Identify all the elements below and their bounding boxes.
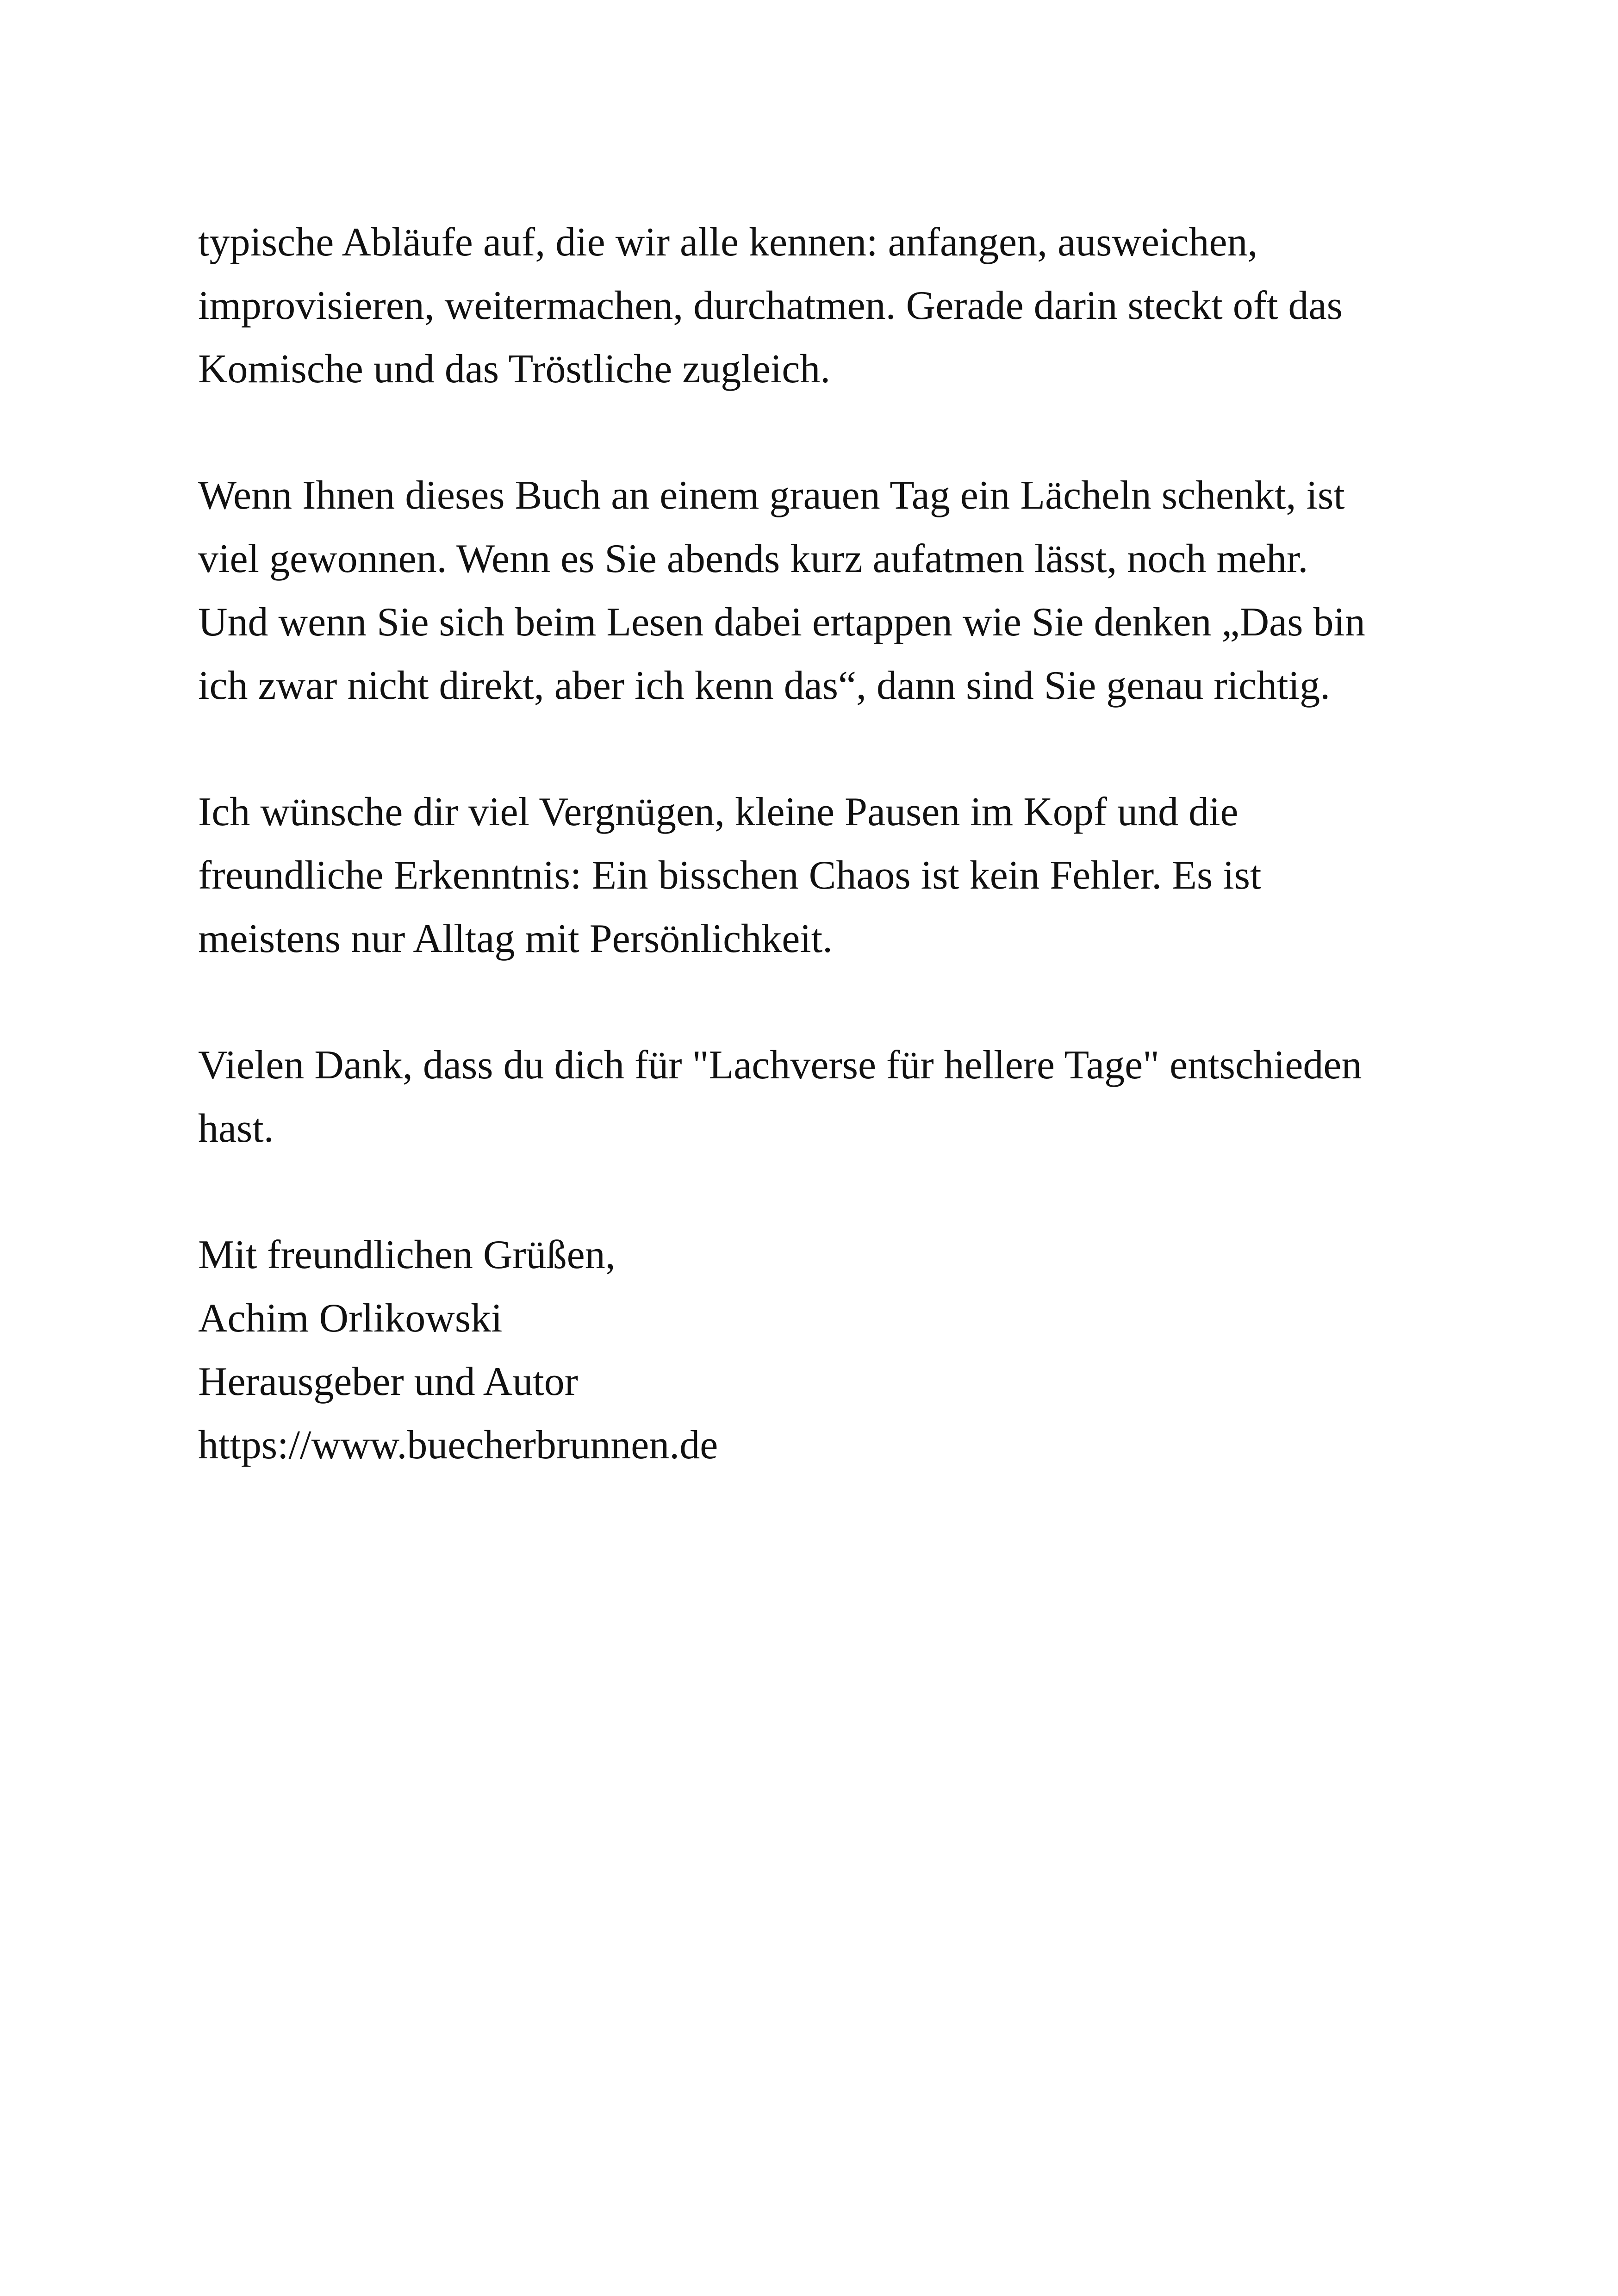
text-line: freundliche Erkenntnis: Ein bisschen Chaos ist kein Fehler. Es ist bbox=[198, 853, 1262, 898]
text-line: hast. bbox=[198, 1106, 274, 1151]
paragraph-smile bbox=[198, 464, 1448, 717]
paragraph-intro bbox=[198, 211, 1448, 401]
text-line: Wenn Ihnen dieses Buch an einem grauen Tag ein Lächeln schenkt, ist bbox=[198, 473, 1345, 518]
closing-greeting: Mit freundlichen Grüßen, bbox=[198, 1232, 616, 1277]
text-line: improvisieren, weitermachen, durchatmen. Gerade darin steckt oft das bbox=[198, 283, 1343, 328]
paragraph-wishes bbox=[198, 780, 1448, 971]
website-link[interactable]: https://www.buecherbrunnen.de bbox=[198, 1423, 718, 1468]
paragraph-thanks bbox=[198, 1033, 1448, 1160]
author-name: Achim Orlikowski bbox=[198, 1296, 503, 1341]
text-line: Komische und das Tröstliche zugleich. bbox=[198, 347, 831, 392]
text-line: typische Abläufe auf, die wir alle kennen: anfangen, ausweichen, bbox=[198, 220, 1258, 265]
text-line: Vielen Dank, dass du dich für "Lachverse für hellere Tage" entschieden bbox=[198, 1043, 1362, 1088]
text-line: meistens nur Alltag mit Persönlichkeit. bbox=[198, 916, 833, 961]
closing-signature bbox=[198, 1223, 1448, 1477]
text-line: Ich wünsche dir viel Vergnügen, kleine Pausen im Kopf und die bbox=[198, 790, 1238, 834]
text-line: viel gewonnen. Wenn es Sie abends kurz aufatmen lässt, noch mehr. bbox=[198, 536, 1308, 581]
text-line: ich zwar nicht direkt, aber ich kenn das“, dann sind Sie genau richtig. bbox=[198, 663, 1331, 708]
text-line: Und wenn Sie sich beim Lesen dabei ertappen wie Sie denken „Das bin bbox=[198, 600, 1365, 645]
letter-body bbox=[198, 211, 1448, 1477]
author-role: Herausgeber und Autor bbox=[198, 1359, 579, 1404]
